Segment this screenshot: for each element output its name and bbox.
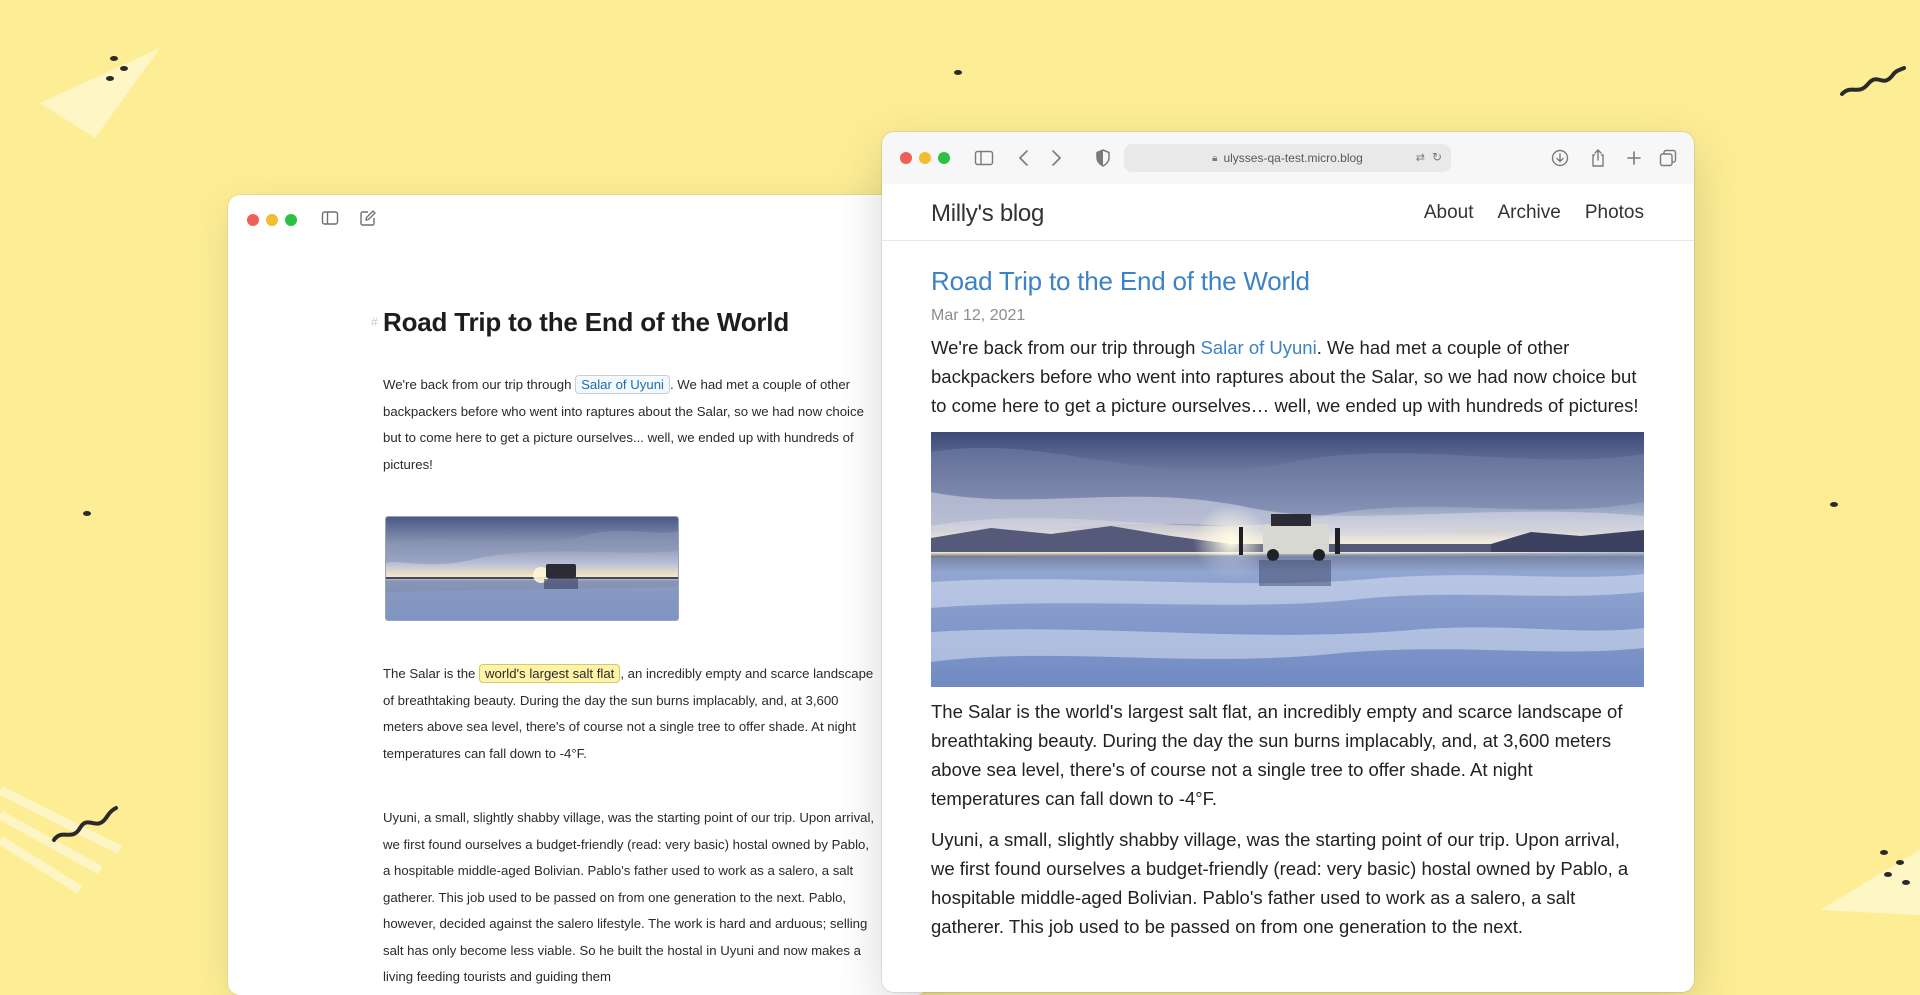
- tabs-overview-icon[interactable]: [1658, 148, 1678, 168]
- forward-icon[interactable]: [1046, 148, 1066, 168]
- new-tab-icon[interactable]: [1624, 148, 1644, 168]
- close-window-button[interactable]: [247, 214, 259, 226]
- download-icon[interactable]: [1550, 148, 1570, 168]
- lock-icon: 🔒︎: [1212, 152, 1218, 164]
- post-image: [931, 432, 1644, 687]
- browser-toolbar: [882, 132, 1694, 185]
- post-paragraph-2: The Salar is the world's largest salt flat, an incredibly empty and scarce landscape of breathtaking beauty. During the day the sun burns implacably, and, at 3,600 meters above sea level, there's of course not a single tree to offer shade. At night temperatures can fall down to -4°F.: [931, 701, 1623, 809]
- zoom-window-button[interactable]: [938, 152, 950, 164]
- decor-squiggle-top-right: [1838, 62, 1908, 102]
- compose-icon[interactable]: [359, 209, 377, 227]
- site-header: [882, 184, 1694, 241]
- site-nav: [1424, 202, 1644, 224]
- decor-dot: [83, 511, 91, 516]
- editor-highlight-chip[interactable]: world's largest salt flat: [479, 664, 620, 683]
- decor-dot: [1880, 850, 1888, 855]
- decor-triangle-top-left: [40, 48, 170, 143]
- address-bar[interactable]: [1124, 144, 1451, 172]
- post-title-link[interactable]: Road Trip to the End of the World: [931, 266, 1310, 296]
- editor-link-chip[interactable]: Salar of Uyuni: [575, 375, 670, 394]
- close-window-button[interactable]: [900, 152, 912, 164]
- decor-dot: [1884, 872, 1892, 877]
- sidebar-icon[interactable]: [321, 209, 339, 227]
- post-paragraph-3: Uyuni, a small, slightly shabby village, was the starting point of our trip. Upon arrival, we first found ourselves a budget-friendly (read: very basic) hostal owned by Pablo, a hospitable middle-aged Bolivian. Pablo's father used to work as a salero, a salt gatherer. This job used to be passed on from one generation to the next.: [931, 829, 1629, 937]
- browser-window: [882, 132, 1694, 992]
- decor-dot: [120, 66, 128, 71]
- editor-paragraph-1: We're back from our trip through Salar of Uyuni . We had met a couple of other backpackers before who went into raptures about the Salar, so we had now choice but to come here to get a picture ourselves... well, we ended up with hundreds of pictures!: [383, 377, 864, 472]
- decor-dot: [106, 76, 114, 81]
- post-date[interactable]: Mar 12, 2021: [931, 307, 1026, 324]
- editor-document[interactable]: [371, 307, 878, 995]
- minimize-window-button[interactable]: [919, 152, 931, 164]
- blog-post: [931, 266, 1646, 953]
- nav-archive-link[interactable]: Archive: [1497, 202, 1561, 223]
- decor-dot: [110, 56, 118, 61]
- editor-heading: # Road Trip to the End of the World: [371, 307, 789, 337]
- salar-link[interactable]: Salar of Uyuni: [1200, 337, 1317, 358]
- decor-dot: [1896, 860, 1904, 865]
- back-icon[interactable]: [1014, 148, 1034, 168]
- site-title[interactable]: Milly's blog: [931, 200, 1045, 227]
- heading-marker: #: [371, 315, 378, 329]
- decor-dot: [1830, 502, 1838, 507]
- share-icon[interactable]: [1588, 148, 1608, 168]
- url-text: ulysses-qa-test.micro.blog: [1223, 151, 1363, 165]
- shield-icon[interactable]: [1093, 148, 1113, 168]
- decor-dot: [1902, 880, 1910, 885]
- decor-dot: [954, 70, 962, 75]
- browser-traffic-lights: [900, 152, 950, 164]
- editor-paragraph-2: The Salar is the world's largest salt flat , an incredibly empty and scarce landscape of breathtaking beauty. During the day the sun burns implacably, and, at 3,600 meters above sea level, there's of course not a single tree to offer shade. At night temperatures can fall down to -4°F.: [383, 666, 874, 761]
- minimize-window-button[interactable]: [266, 214, 278, 226]
- nav-photos-link[interactable]: Photos: [1584, 202, 1644, 223]
- zoom-window-button[interactable]: [285, 214, 297, 226]
- editor-paragraph-3: Uyuni, a small, slightly shabby village, was the starting point of our trip. Upon arrival, we first found ourselves a budget-friendly (read: very basic) hostal owned by Pablo, a hospitable middle-aged Bolivian. Pablo's father used to work as a salero, a salt gatherer. This job used to be passed on from one generation to the next. Pablo, however, decided against the salero lifestyle. The work is hard and arduous; selling salt has only become less viable. So he built the hostal in Uyuni and now makes a living feeding tourists and guiding them: [383, 810, 875, 984]
- translate-icon[interactable]: ⇄: [1415, 152, 1425, 164]
- sidebar-icon[interactable]: [974, 148, 994, 168]
- editor-window: [228, 195, 928, 995]
- decor-squiggle-bottom-left: [50, 800, 120, 848]
- editor-traffic-lights: [247, 214, 297, 226]
- reload-icon[interactable]: ↻: [1431, 150, 1442, 164]
- post-paragraph-1: We're back from our trip through Salar of Uyuni. We had met a couple of other backpackers before who went into raptures about the Salar, so we had now choice but to come here to get a picture ourselves… well, we ended up with hundreds of pictures!: [931, 337, 1639, 416]
- editor-image-thumbnail[interactable]: [385, 516, 679, 621]
- nav-about-link[interactable]: About: [1423, 202, 1474, 223]
